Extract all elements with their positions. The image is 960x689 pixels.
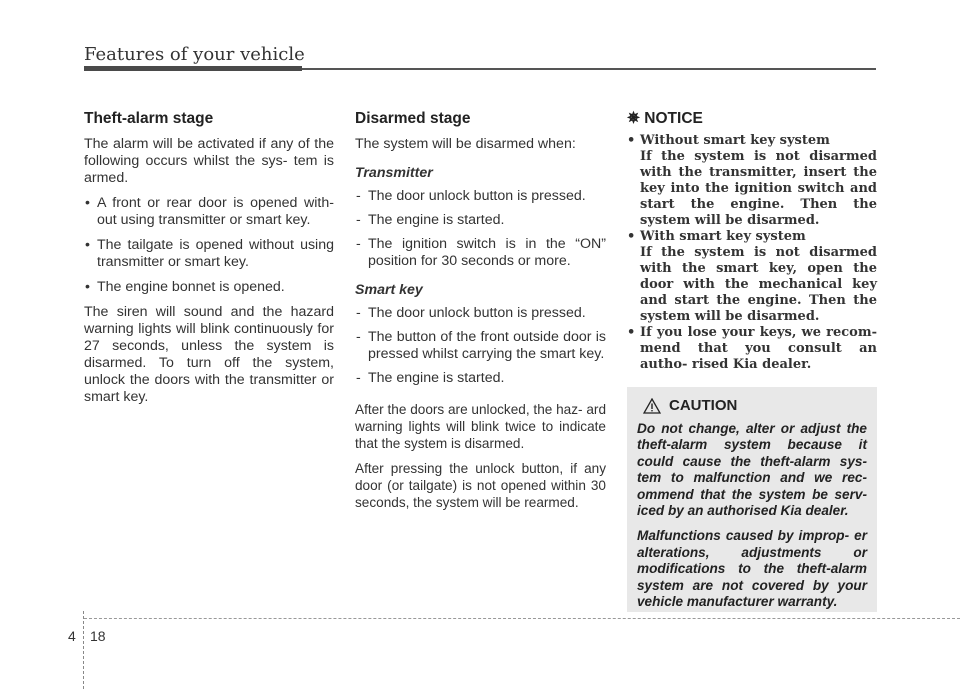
theft-alarm-intro: The alarm will be activated if any of the following occurs whilst the sys- tem is armed. [84,136,334,186]
disarmed-paragraph-1: After the doors are unlocked, the haz- ard warning lights will blink twice to indicate that the system is disarmed. [355,402,606,451]
notice-item-2-body: If the system is not disarmed with the smart key, open the door with the mechanical key and start the engine. Then the system will be disarmed. [640,245,877,324]
notice-item-1 [627,133,877,229]
smartkey-item-3: - The engine is started. [355,370,606,387]
theft-alarm-bullet-1: • A front or rear door is opened with- out using transmitter or smart key. [84,195,334,229]
caution-title: CAUTION [669,397,738,414]
notice-item-3-lead: • If you lose your keys, we recom- mend that you consult an autho- rised Kia dealer. [640,325,877,372]
smartkey-subheading: Smart key [355,282,423,298]
notice-item-2 [627,229,877,325]
notice-item-1-lead: Without smart key system [640,133,830,148]
theft-alarm-heading: Theft-alarm stage [84,110,214,127]
disarmed-paragraph-2: After pressing the unlock button, if any door (or tailgate) is not opened within 30 seconds, the system will be rearmed. [355,461,606,510]
column-theft-alarm [84,110,334,414]
disarmed-intro: The system will be disarmed when: [355,136,576,152]
column-disarmed [355,110,606,519]
footer-divider [83,611,84,689]
page-number: 18 [90,628,106,644]
caution-box [627,387,877,612]
theft-alarm-paragraph: The siren will sound and the hazard warning lights will blink continuously for 27 seconds, unless the system is disarmed. To turn off the system, unlock the doors with the transmitter or smart key. [84,304,334,405]
caution-paragraph-1: Do not change, alter or adjust the theft-alarm system because it could cause the theft-alarm sys- tem to malfunction and we rec- ommend that the system be serv- iced by an authorised Kia dealer. [637,421,867,519]
notice-item-1-body: If the system is not disarmed with the transmitter, insert the key into the ignition switch and start the engine. Then the system will be disarmed. [640,149,877,228]
warning-triangle-icon [643,398,661,414]
header-rule [302,68,876,70]
notice-heading: ✵ NOTICE [627,110,703,127]
caution-paragraph-2: Malfunctions caused by improp- er alterations, adjustments or modifications to the theft-alarm system are not covered by your vehicle manufacturer warranty. [637,528,867,610]
footer-rule [84,618,960,619]
page-header-title: Features of your vehicle [84,44,305,65]
column-notice [627,110,877,373]
smartkey-item-1: - The door unlock button is pressed. [355,305,606,322]
transmitter-item-1: - The door unlock button is pressed. [355,188,606,205]
disarmed-heading: Disarmed stage [355,110,471,127]
notice-item-2-lead: With smart key system [640,229,806,244]
transmitter-item-2: - The engine is started. [355,212,606,229]
theft-alarm-bullet-3: • The engine bonnet is opened. [84,279,334,296]
notice-item-3 [627,325,877,373]
theft-alarm-bullet-2: • The tailgate is opened without using transmitter or smart key. [84,237,334,271]
section-number: 4 [68,628,76,644]
header-bar [84,66,302,71]
transmitter-subheading: Transmitter [355,165,433,181]
transmitter-item-3: - The ignition switch is in the “ON” position for 30 seconds or more. [355,236,606,270]
caution-header [643,397,867,414]
smartkey-item-2: - The button of the front outside door is pressed whilst carrying the smart key. [355,329,606,363]
